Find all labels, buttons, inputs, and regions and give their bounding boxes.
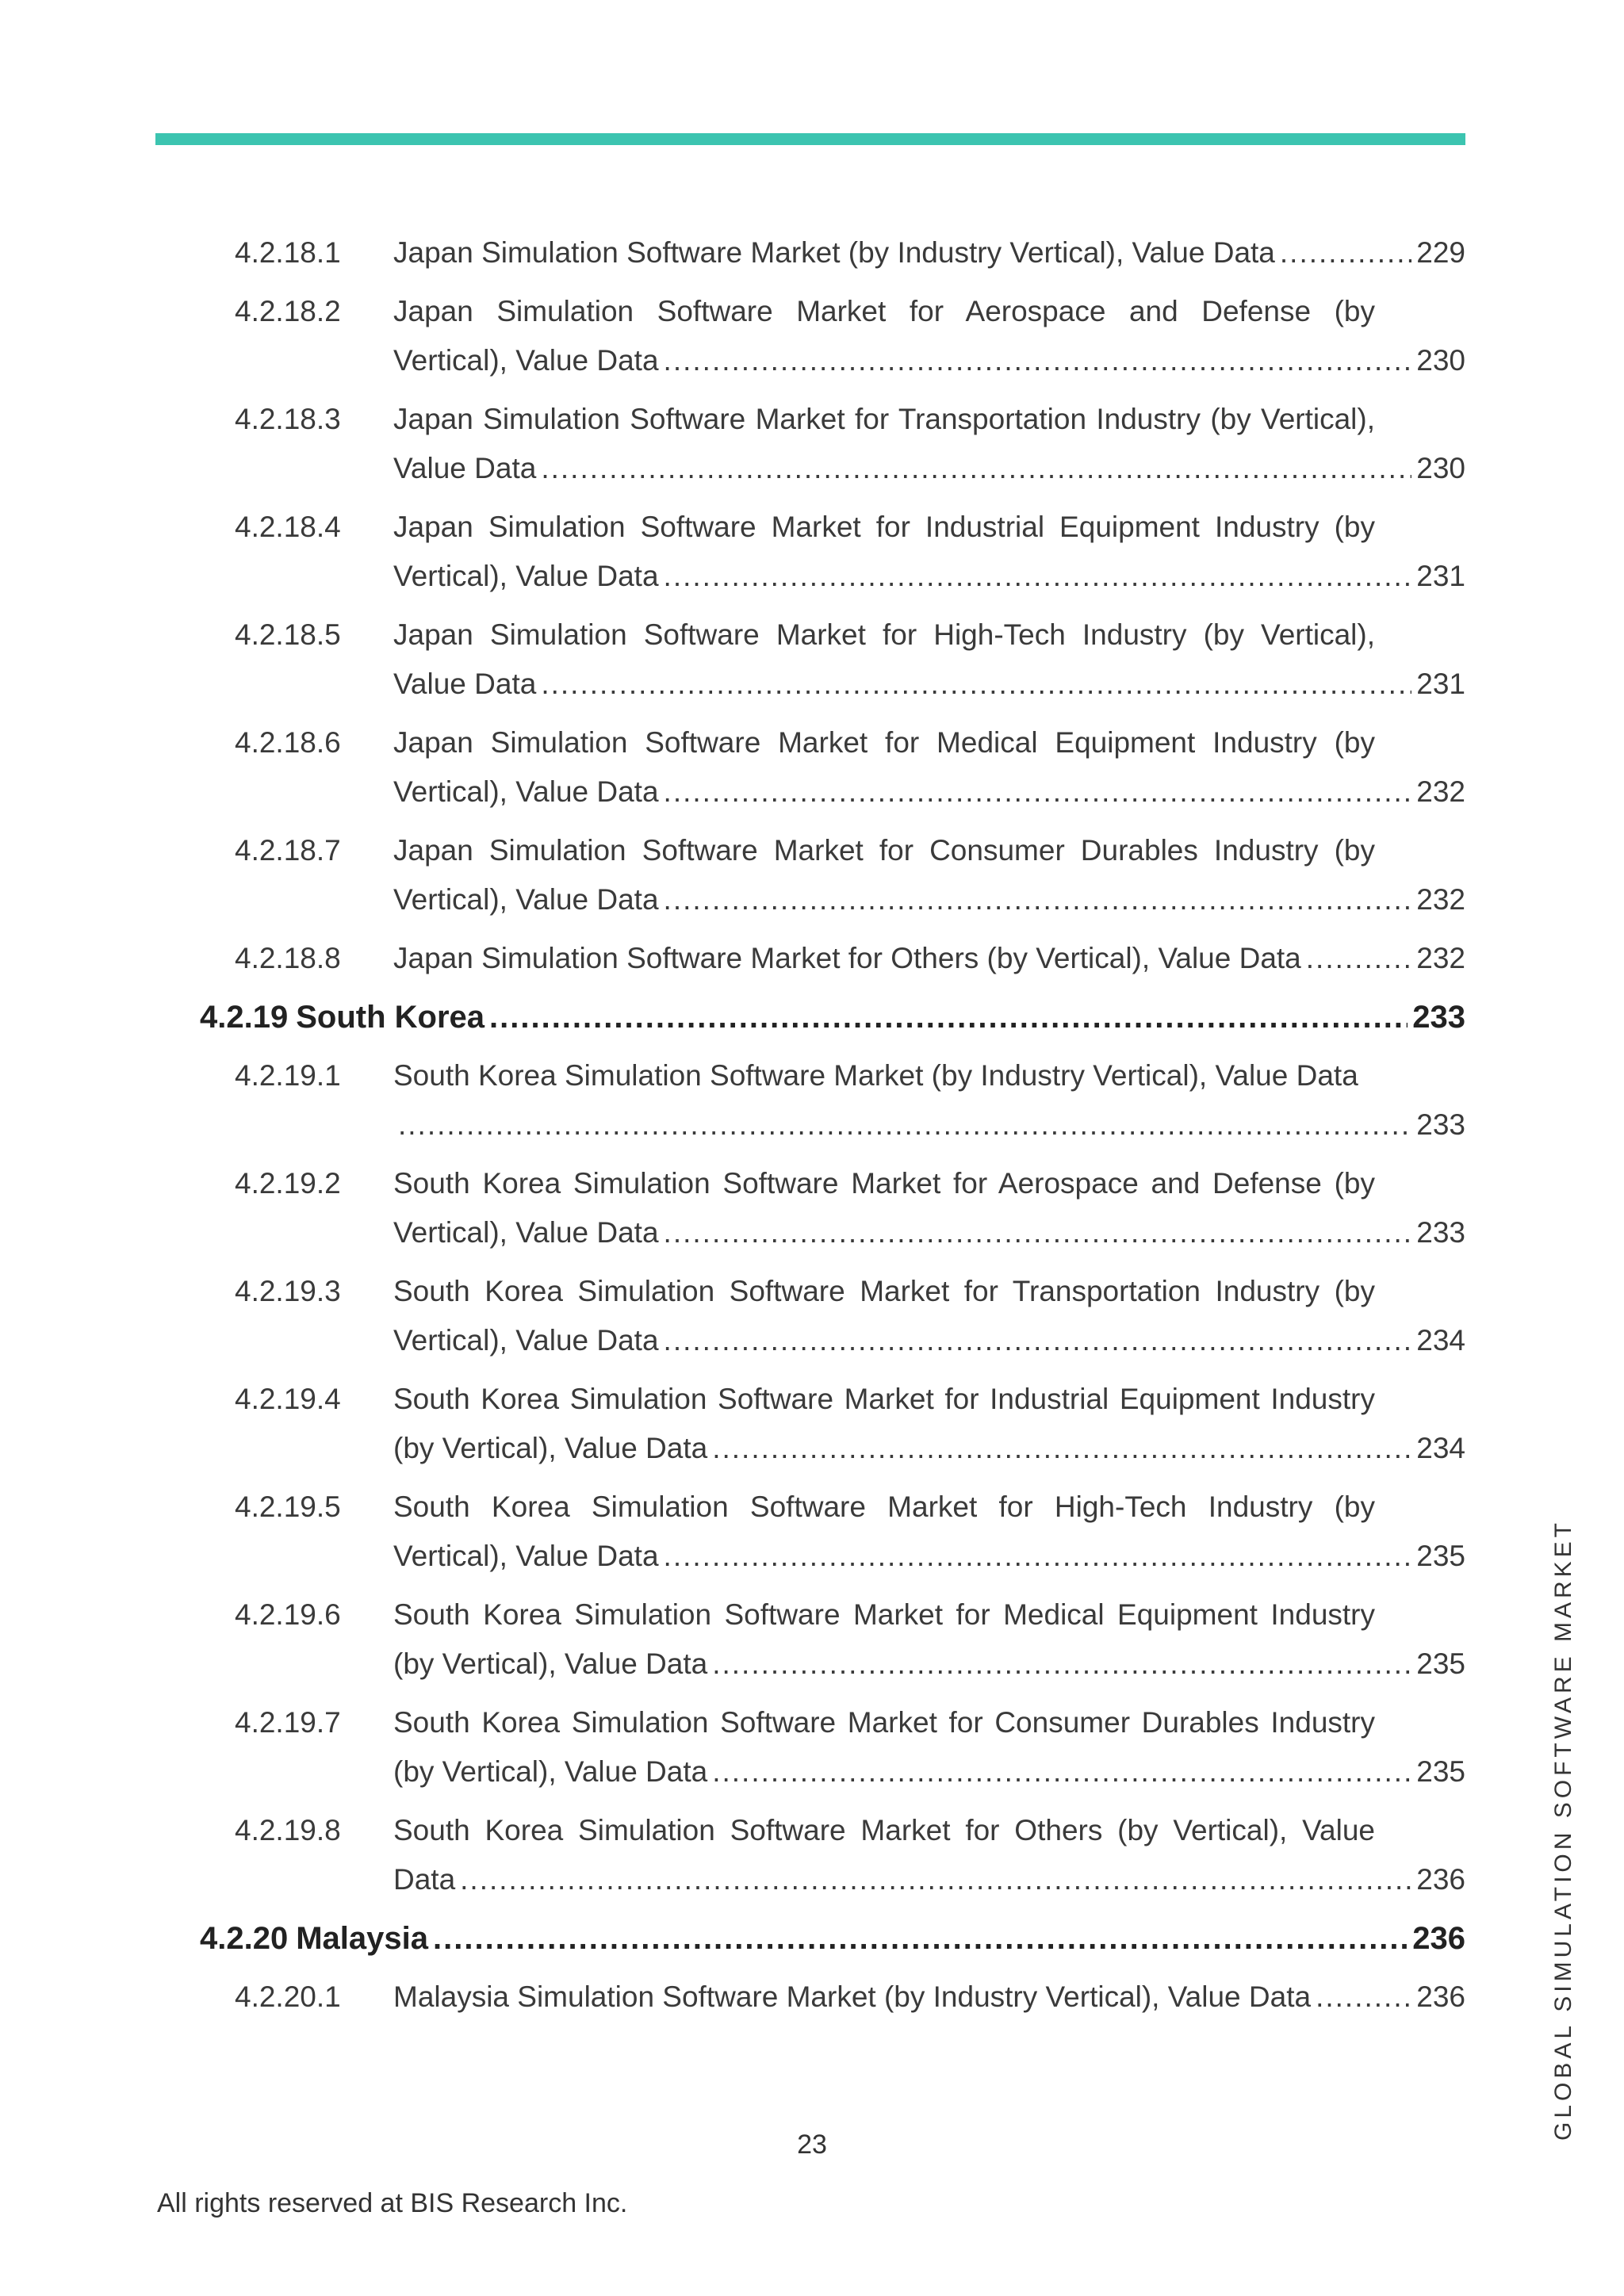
toc-entry-page: 230	[1416, 344, 1465, 377]
toc-section-title: South Korea	[296, 1000, 485, 1035]
toc-entry-title-continued: Vertical), Value Data	[393, 1540, 659, 1572]
toc-entry-number: 4.2.20.1	[235, 1980, 341, 2013]
dot-leader	[664, 1316, 1412, 1365]
toc-entry-title: Japan Simulation Software Market for Transportation Industry (by Vertical),	[393, 403, 1375, 435]
toc-entry-title: Japan Simulation Software Market for Medical Equipment Industry (by	[393, 726, 1375, 759]
toc-entry-page: 235	[1416, 1540, 1465, 1572]
toc-entry-number: 4.2.19.1	[235, 1059, 341, 1092]
table-of-contents	[200, 228, 1465, 2031]
toc-entry-number: 4.2.18.4	[235, 511, 341, 543]
toc-entry-title-continued: Vertical), Value Data	[393, 1324, 659, 1357]
toc-entry-title-continued: Vertical), Value Data	[393, 775, 659, 808]
toc-entry-page: 229	[1416, 236, 1465, 269]
dot-leader	[664, 552, 1412, 601]
toc-entry-page: 232	[1416, 883, 1465, 916]
toc-entry-number: 4.2.19.3	[235, 1275, 341, 1307]
toc-entry-page: 234	[1416, 1432, 1465, 1464]
toc-entry-title: South Korea Simulation Software Market (by Industry Vertical), Value Data	[393, 1059, 1358, 1092]
toc-entry[interactable]	[235, 228, 1465, 277]
side-report-title: GLOBAL SIMULATION SOFTWARE MARKET	[1550, 1519, 1576, 2141]
toc-entry-number: 4.2.19.2	[235, 1167, 341, 1200]
toc-entry-page: 236	[1416, 1863, 1465, 1896]
toc-entry-title: Japan Simulation Software Market for High-Tech Industry (by Vertical),	[393, 618, 1375, 651]
toc-entry-title: South Korea Simulation Software Market for Medical Equipment Industry	[393, 1598, 1375, 1631]
page-number: 23	[797, 2130, 827, 2160]
dot-leader	[541, 444, 1411, 493]
toc-entry[interactable]	[235, 1698, 1465, 1797]
dot-leader	[433, 1914, 1408, 1963]
toc-entry-number: 4.2.18.6	[235, 726, 341, 759]
dot-leader	[489, 993, 1408, 1042]
toc-entry[interactable]	[235, 1806, 1465, 1904]
toc-entry-number: 4.2.18.8	[235, 942, 341, 974]
toc-entry-title: South Korea Simulation Software Market for High-Tech Industry (by	[393, 1490, 1375, 1523]
toc-entry-title: Malaysia Simulation Software Market (by Industry Vertical), Value Data	[393, 1980, 1312, 2013]
footer-copyright: All rights reserved at BIS Research Inc.	[157, 2188, 628, 2218]
toc-entry-title-continued: Vertical), Value Data	[393, 560, 659, 592]
toc-entry-number: 4.2.18.2	[235, 295, 341, 327]
toc-entry-title: Japan Simulation Software Market for Consumer Durables Industry (by	[393, 834, 1375, 867]
toc-entry-title-continued: (by Vertical), Value Data	[393, 1755, 708, 1788]
toc-entry-number: 4.2.19.5	[235, 1490, 341, 1523]
toc-entry-page: 235	[1416, 1647, 1465, 1680]
dot-leader	[664, 1532, 1412, 1581]
toc-entry-number: 4.2.18.7	[235, 834, 341, 867]
header-accent-bar	[155, 133, 1465, 145]
toc-entry-page: 232	[1416, 942, 1465, 974]
dot-leader	[664, 1208, 1412, 1257]
toc-entry-title: South Korea Simulation Software Market for Others (by Vertical), Value	[393, 1814, 1375, 1846]
toc-entry-number: 4.2.19.4	[235, 1383, 341, 1415]
toc-entry-page: 233	[1416, 1216, 1465, 1249]
toc-entry-number: 4.2.19.7	[235, 1706, 341, 1739]
toc-entry-title: Japan Simulation Software Market for Others (by Vertical), Value Data	[393, 942, 1301, 974]
toc-section-heading[interactable]	[200, 1914, 1465, 1963]
toc-entry-title-continued: Data	[393, 1863, 456, 1896]
toc-entry-title: Japan Simulation Software Market for Industrial Equipment Industry (by	[393, 511, 1375, 543]
toc-entry[interactable]	[235, 1590, 1465, 1689]
dot-leader	[712, 1424, 1411, 1473]
toc-entry-number: 4.2.19.6	[235, 1598, 341, 1631]
toc-entry-page: 236	[1416, 1980, 1465, 2013]
toc-entry[interactable]	[235, 1051, 1465, 1150]
toc-entry-number: 4.2.18.3	[235, 403, 341, 435]
toc-entry[interactable]	[235, 1375, 1465, 1473]
toc-entry-page: 230	[1416, 452, 1465, 484]
toc-entry-number: 4.2.19.8	[235, 1814, 341, 1846]
toc-entry-page: 231	[1416, 560, 1465, 592]
toc-section-page: 236	[1412, 1921, 1465, 1956]
toc-entry-page: 231	[1416, 668, 1465, 700]
toc-entry[interactable]	[235, 1483, 1465, 1581]
toc-entry[interactable]	[235, 718, 1465, 817]
toc-entry-number: 4.2.18.1	[235, 236, 341, 269]
dot-leader	[712, 1640, 1411, 1689]
toc-entry-title-continued: Vertical), Value Data	[393, 1216, 659, 1249]
toc-entry[interactable]	[235, 1973, 1465, 2022]
toc-entry-page: 232	[1416, 775, 1465, 808]
dot-leader	[1306, 934, 1412, 983]
dot-leader	[664, 875, 1412, 924]
toc-entry[interactable]	[235, 503, 1465, 601]
toc-entry[interactable]	[235, 826, 1465, 924]
dot-leader	[398, 1100, 1411, 1150]
dot-leader	[664, 767, 1412, 817]
toc-entry-title-continued: Vertical), Value Data	[393, 344, 659, 377]
toc-entry-page: 234	[1416, 1324, 1465, 1357]
toc-entry-title-continued: (by Vertical), Value Data	[393, 1647, 708, 1680]
toc-entry-title-continued: (by Vertical), Value Data	[393, 1432, 708, 1464]
dot-leader	[541, 660, 1411, 709]
toc-entry-title-continued: Value Data	[393, 668, 537, 700]
toc-entry-page: 235	[1416, 1755, 1465, 1788]
toc-entry-title: Japan Simulation Software Market for Aerospace and Defense (by	[393, 295, 1375, 327]
toc-entry-page: 233	[1416, 1108, 1465, 1141]
toc-entry[interactable]	[235, 287, 1465, 385]
toc-section-heading[interactable]	[200, 993, 1465, 1042]
toc-entry-title: South Korea Simulation Software Market for Industrial Equipment Industry	[393, 1383, 1375, 1415]
toc-entry-title: Japan Simulation Software Market (by Industry Vertical), Value Data	[393, 236, 1275, 269]
dot-leader	[664, 336, 1412, 385]
toc-entry-title: South Korea Simulation Software Market for Aerospace and Defense (by	[393, 1167, 1375, 1200]
toc-entry[interactable]	[235, 1159, 1465, 1257]
toc-section-page: 233	[1412, 1000, 1465, 1035]
toc-entry[interactable]	[235, 934, 1465, 983]
toc-entry[interactable]	[235, 1267, 1465, 1365]
dot-leader	[1316, 1973, 1411, 2022]
toc-entry-title: South Korea Simulation Software Market for Transportation Industry (by	[393, 1275, 1375, 1307]
dot-leader	[460, 1855, 1411, 1904]
toc-entry[interactable]	[235, 395, 1465, 493]
dot-leader	[1280, 228, 1411, 277]
toc-entry[interactable]	[235, 610, 1465, 709]
dot-leader	[712, 1747, 1411, 1797]
toc-section-number: 4.2.19	[200, 1000, 289, 1035]
toc-section-title: Malaysia	[296, 1921, 428, 1956]
toc-entry-title: South Korea Simulation Software Market for Consumer Durables Industry	[393, 1706, 1375, 1739]
toc-entry-title-continued: Vertical), Value Data	[393, 883, 659, 916]
toc-entry-number: 4.2.18.5	[235, 618, 341, 651]
toc-section-number: 4.2.20	[200, 1921, 289, 1956]
toc-entry-title-continued: Value Data	[393, 452, 537, 484]
